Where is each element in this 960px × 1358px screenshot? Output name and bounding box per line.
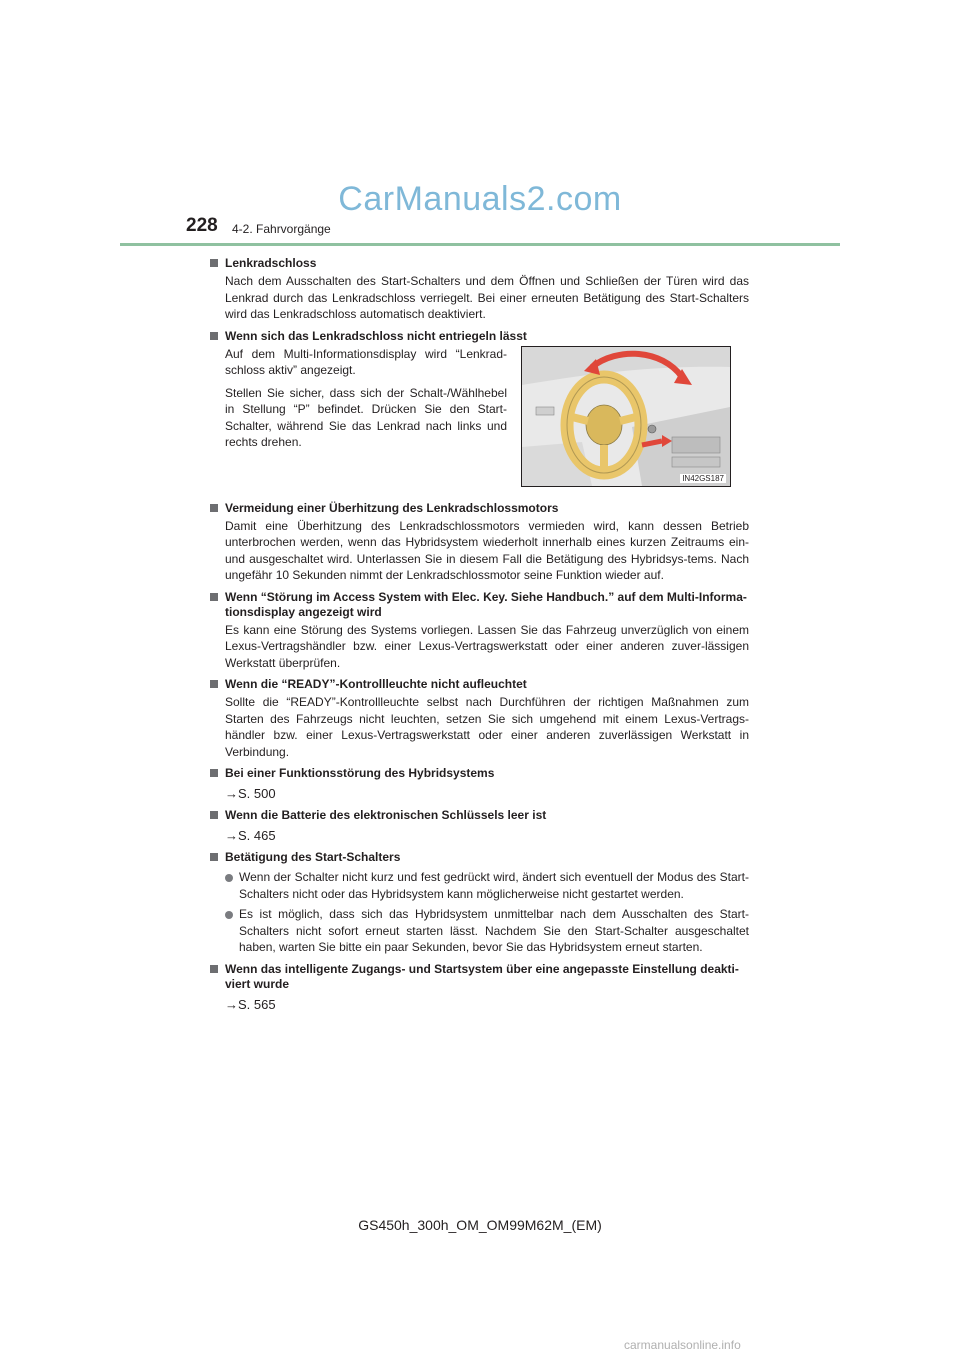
section-text: Es kann eine Störung des Systems vorliegen. Lassen Sie das Fahrzeug unverzüglich von einem Lexus-Vertragshändler bzw. einer Lexus-Vertragswerkstatt oder einer anderen zuver-lässigen Werkstatt überprüfen. [225,622,749,670]
section-ready-light [209,677,749,760]
square-bullet-icon [210,769,218,777]
section-heading: Wenn sich das Lenkradschloss nicht entriegeln lässt [209,329,749,344]
section-text: Nach dem Ausschalten des Start-Schalters und dem Öffnen und Schließen der Türen wird das Lenkrad durch das Lenkradschloss verriegelt. Bei einer erneuten Betätigung des Start-Schalters wird das Lenkradschloss automatisch deaktiviert. [225,274,749,321]
section-deactivated-system [209,962,749,1013]
figure-code: IN42GS187 [682,473,724,483]
section-heading: Wenn “Störung im Access System with Elec. Key. Siehe Handbuch.” auf dem Multi-Informa-tionsdisplay angezeigt wird [209,590,749,620]
header-divider [120,243,840,246]
page-reference-link[interactable]: →S. 465 [225,828,276,843]
section-heading: Vermeidung einer Überhitzung des Lenkradschlossmotors [209,501,749,516]
section-text [225,346,507,487]
square-bullet-icon [210,332,218,340]
section-title: 4-2. Fahrvorgänge [232,222,331,236]
page-reference-link[interactable]: →S. 565 [225,996,276,1012]
watermark-footer: carmanualsonline.info [624,1338,741,1352]
section-lock-not-released [209,329,749,487]
section-heading: Lenkradschloss [209,256,749,271]
square-bullet-icon [210,853,218,861]
section-hybrid-malfunction [209,766,749,802]
section-heading: Betätigung des Start-Schalters [209,850,749,865]
square-bullet-icon [210,593,218,601]
section-heading: Wenn die Batterie des elektronischen Schlüssels leer ist [209,808,749,823]
document-code: GS450h_300h_OM_OM99M62M_(EM) [358,1217,602,1233]
square-bullet-icon [210,680,218,688]
steering-wheel-icon [522,347,730,486]
section-text: Sollte die “READY”-Kontrollleuchte selbst nach Durchführen der richtigen Maßnahmen zum Starten des Fahrzeugs nicht leuchten, setzen Sie sich umgehend mit einem Lexus-Vertrags-händler bzw. einer Lexus-Vertragswerkstatt oder einer anderen zuverlässigen Werkstatt in Verbindung. [225,695,749,759]
section-start-switch [209,850,749,956]
watermark-logo: CarManuals2.com [338,180,622,218]
square-bullet-icon [210,259,218,267]
list-item: Es ist möglich, dass sich das Hybridsystem unmittelbar nach dem Ausschalten des Start-Schalters nicht sofort erneut starten lässt. Nachdem Sie den Start-Schalter ausgeschaltet haben, warten Sie bitte ein paar Sekunden, bevor Sie das Hybridsystem erneut starten. [225,906,749,956]
steering-wheel-illustration [521,346,731,487]
section-heading: Bei einer Funktionsstörung des Hybridsystems [209,766,749,781]
section-access-system-error [209,590,749,672]
section-key-battery [209,808,749,844]
paragraph: Stellen Sie sicher, dass sich der Schalt-/Wählhebel in Stellung “P” befindet. Drücken Sie den Start-Schalter, während Sie das Lenkrad nach links und rechts drehen. [225,385,507,449]
round-bullet-icon [225,911,233,919]
square-bullet-icon [210,504,218,512]
section-heading: Wenn die “READY”-Kontrollleuchte nicht aufleuchtet [209,677,749,692]
section-overheat [209,501,749,584]
page-reference-link[interactable]: →S. 500 [225,786,276,801]
square-bullet-icon [210,811,218,819]
page-number: 228 [186,215,218,236]
section-steering-lock [209,256,749,323]
paragraph: Auf dem Multi-Informationsdisplay wird “Lenkrad-schloss aktiv” angezeigt. [225,346,507,377]
page-content [209,256,749,1019]
round-bullet-icon [225,874,233,882]
square-bullet-icon [210,965,218,973]
list-item: Wenn der Schalter nicht kurz und fest gedrückt wird, ändert sich eventuell der Modus des Start-Schalters nicht oder das Hybridsystem kann möglicherweise nicht gestartet werden. [225,869,749,902]
bullet-list [209,869,749,956]
section-heading: Wenn das intelligente Zugangs- und Startsystem über eine angepasste Einstellung deakti-viert wurde [209,962,749,992]
section-text: Damit eine Überhitzung des Lenkradschlossmotors vermieden wird, kann dessen Betrieb unterbrochen werden, wenn das Hybridsystem wiederholt innerhalb eines kurzen Zeitraums ein- und ausgeschaltet wird. Unterlassen Sie in diesem Fall die Betätigung des Hybridsys-tems. Nach ungefähr 10 Sekunden nimmt der Lenkradschlossmotor seine Funktion wieder auf. [225,518,749,582]
